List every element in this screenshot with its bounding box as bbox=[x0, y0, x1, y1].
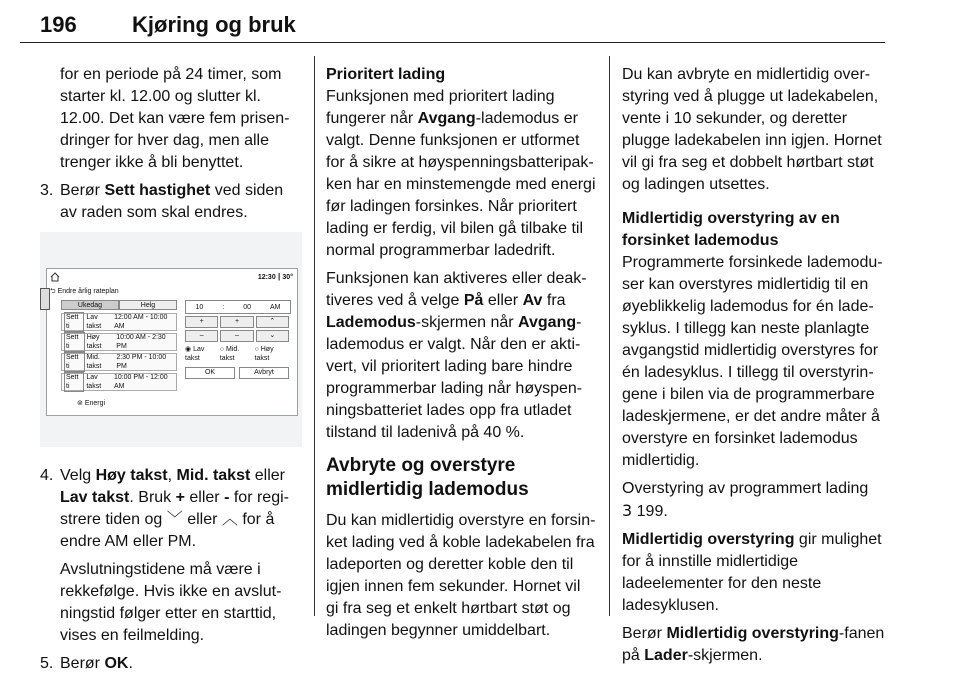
page-header bbox=[22, 6, 940, 46]
dialog-buttons bbox=[185, 367, 289, 379]
step-3: 3. Berør Sett hastighet ved siden av raden som skal endres. bbox=[40, 182, 284, 221]
back-title[interactable]: ⮌ Endre årlig rateplan bbox=[50, 288, 119, 295]
rate-row: Sett ti Lav takst 10:00 PM - 12:00 AM bbox=[61, 373, 177, 391]
priority-paragraph-1: Funksjonen med prioritert lading fungerer når Avgang-lademodus er valgt. Denne funksjonen er utformet for å sikre at høyspenningsbatteripakken har en minstemengde med energi før ladingen forsinkes. Når prioritert lading er ferdig, vil bilen gå tilbake til normal programmerbar ladedrift. bbox=[326, 88, 596, 259]
override-paragraph: Du kan midlertidig overstyre en forsinket lading ved å koble ladekabelen fra ladeporten og deretter koble den til igjen innen fem sekunder. Hornet vil gi fra seg et enkelt hørtbart støt og ladingen begynner umiddelbart. bbox=[326, 512, 596, 639]
scroll-handle bbox=[40, 288, 50, 310]
chevron-up-icon: ︿ bbox=[221, 511, 238, 528]
step-4: 4. Velg Høy takst, Mid. takst eller Lav takst. Bruk + eller - for registrere tiden og ﹀ eller ︿ for å endre AM eller PM. bbox=[40, 467, 289, 550]
plus-button[interactable]: + bbox=[220, 316, 253, 328]
minus-button[interactable]: – bbox=[185, 330, 218, 342]
time-buttons bbox=[185, 316, 289, 342]
minus-button[interactable]: – bbox=[220, 330, 253, 342]
energy-button[interactable]: ⊚ Energi bbox=[77, 400, 106, 407]
tab-weekday[interactable]: Ukedag bbox=[61, 300, 119, 310]
temporary-override-paragraph: Programmerte forsinkede lademoduser kan overstyres midlertidig til en øyeblikkelig lademodus for én ladesyklus. I tillegg kan neste planlagte avgangstid midlertidig overstyres for én ladesyklus. I tillegg til overstyringene i bilen via de programmerbare ladeskjermene, er det andre måter å overstyre en forsinket lademodus midlertidig. bbox=[622, 254, 883, 469]
rate-row: Sett ti Høy takst 10:00 AM - 2:30 PM bbox=[61, 333, 177, 351]
column-2 bbox=[326, 64, 596, 648]
rate-plan-screenshot bbox=[40, 232, 302, 447]
heading-temporary-override: Midlertidig overstyring av en forsinket lademodus bbox=[622, 210, 840, 249]
header-rule bbox=[20, 42, 885, 43]
ok-button[interactable]: OK bbox=[185, 367, 235, 379]
day-tabs bbox=[61, 300, 177, 310]
radio-low[interactable]: ◉ Lav takst bbox=[185, 346, 205, 362]
plus-button[interactable]: + bbox=[185, 316, 218, 328]
step-5: 5. Berør OK. bbox=[40, 655, 133, 672]
clock-temp: 12:30 | 30° bbox=[257, 272, 293, 281]
touch-tab-paragraph: Berør Midlertidig overstyring-fanen på Lader-skjermen. bbox=[622, 625, 885, 664]
cancel-button[interactable]: Avbryt bbox=[239, 367, 289, 379]
up-button[interactable]: ⌃ bbox=[256, 316, 289, 328]
tab-holiday[interactable]: Helg bbox=[119, 300, 177, 310]
radio-mid[interactable]: ○ Mid. takst bbox=[219, 346, 240, 362]
rate-radios bbox=[185, 345, 289, 363]
chevron-down-icon: ﹀ bbox=[166, 511, 183, 528]
page-number: 196 bbox=[40, 12, 77, 37]
rate-row: Sett ti Mid. takst 2:30 PM - 10:00 PM bbox=[61, 353, 177, 371]
radio-high[interactable]: ○ Høy takst bbox=[254, 346, 274, 362]
column-divider bbox=[314, 56, 315, 616]
step-4-note: Avslutningstidene må være i rekkefølge. Hvis ikke en avslutningstid følger etter en starttid, vises en feilmelding. bbox=[60, 561, 282, 644]
column-1 bbox=[40, 64, 302, 681]
column-3 bbox=[622, 64, 888, 673]
down-button[interactable]: ⌄ bbox=[256, 330, 289, 342]
column-divider bbox=[609, 56, 610, 616]
override-tab-paragraph: Midlertidig overstyring gir mulighet for å innstille midlertidige ladeelementer for den neste ladesyklusen. bbox=[622, 531, 882, 614]
cancel-override-paragraph: Du kan avbryte en midlertidig overstyring ved å plugge ut ladekabelen, vente i 10 sekunder, og deretter plugge ladekabelen inn igjen. Hornet vil gi fra seg et dobbelt hørtbart støt og ladingen utsettes. bbox=[622, 66, 882, 193]
heading-override: Avbryte og overstyre midlertidig lademodus bbox=[326, 455, 529, 500]
page-title: Kjøring og bruk bbox=[132, 12, 296, 37]
rate-row: Sett ti Lav takst 12:00 AM - 10:00 AM bbox=[61, 313, 177, 331]
priority-paragraph-2: Funksjonen kan aktiveres eller deaktiveres ved å velge På eller Av fra Lademodus-skjermen når Avgang-lademodus er valgt. Når den er aktivert, vil prioritert lading bare hindre programmerbar lading når høyspenningsbatteriet lades opp fra utladet tilstand til ladenivå på 40 %. bbox=[326, 270, 587, 441]
display-screen bbox=[46, 268, 298, 416]
intro-text: for en periode på 24 timer, som starter kl. 12.00 og slutter kl. 12.00. Det kan være fem prisendringer for hver dag, men alle trenger ikke å bli benyttet. bbox=[60, 66, 290, 171]
reference-paragraph: Overstyring av programmert lading 3 199. bbox=[622, 480, 869, 520]
heading-priority: Prioritert lading bbox=[326, 66, 446, 83]
time-display: 10 : 00 AM bbox=[185, 300, 291, 314]
arrow-ref-icon: 3 bbox=[622, 501, 633, 520]
home-icon bbox=[50, 272, 60, 282]
